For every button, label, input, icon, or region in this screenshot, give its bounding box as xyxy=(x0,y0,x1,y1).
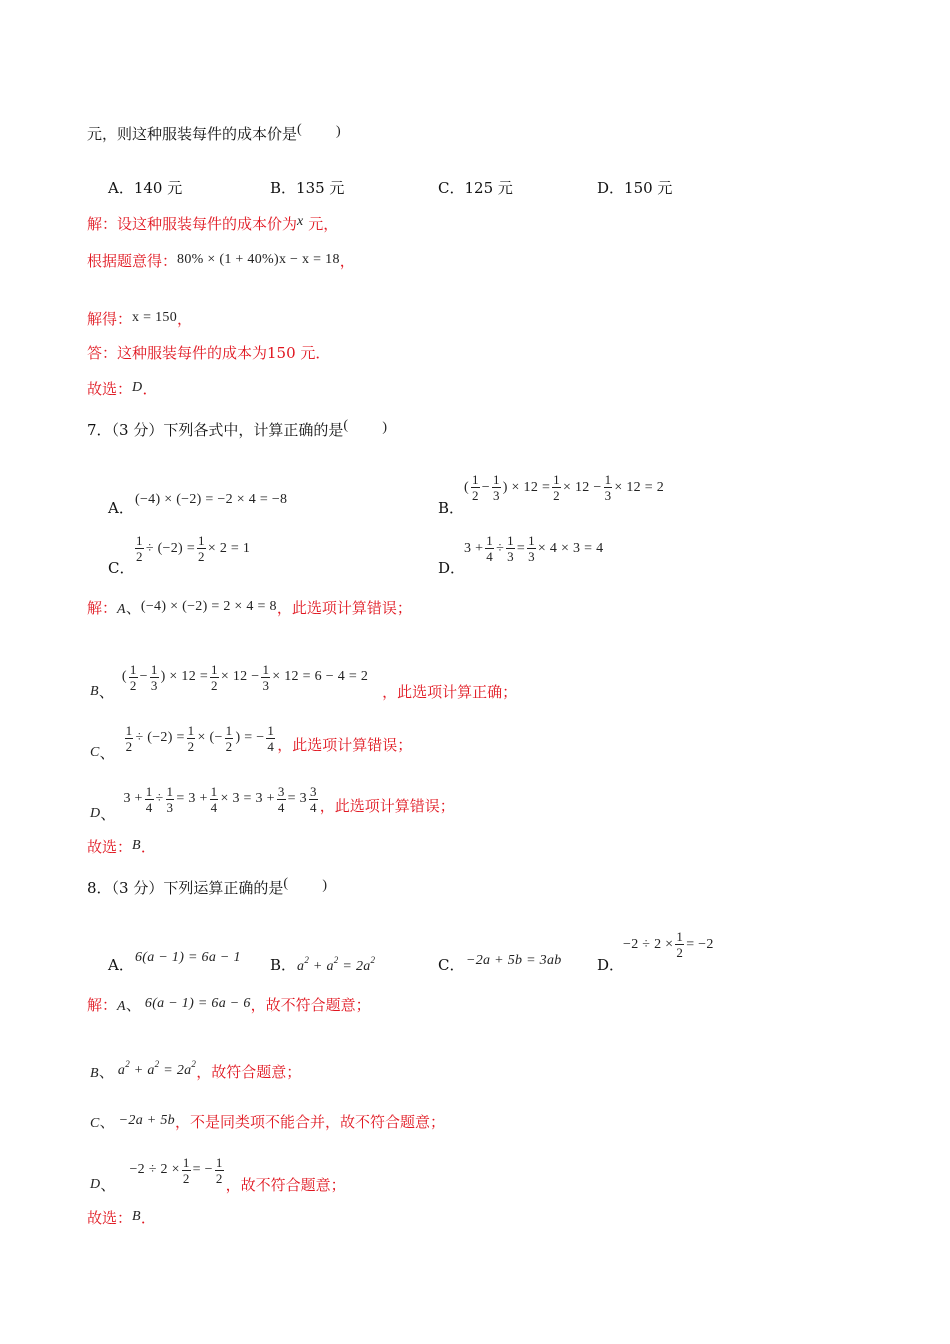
q8-solution-a: 解：A、 6(a − 1) = 6a − 6，故不符合题意； xyxy=(87,996,371,1014)
q6-stem: 元，则这种服装每件的成本价是( ) xyxy=(87,122,341,143)
q8-solution-c: C、 −2a + 5b，不是同类项不能合并，故不符合题意； xyxy=(90,1113,445,1131)
q8-conclusion: 故选：B． xyxy=(87,1209,156,1227)
q7-option-d-label: D． xyxy=(438,559,466,577)
q6-solution-line2: 根据题意得：80% × (1 + 40%)x − x = 18， xyxy=(87,252,355,270)
q8-option-a-label: A． xyxy=(108,956,134,974)
q7-stem: 7．（3 分）下列各式中，计算正确的是( ) xyxy=(87,418,388,439)
q7-solution-a: 解：A、(−4) × (−2) = 2 × 4 = 8，此选项计算错误； xyxy=(87,599,412,617)
q7-solution-d: D 、 3 + $\frac{1}{4}$ ÷ $\frac{1}{3}$ = 3 + $\frac{1}{4}$ × 3 = 3 + $\frac{3}{4}$ = 3 $\frac{3}{4}$ ，此选项计算错误； xyxy=(90,783,455,823)
q8-solution-b: B、 $a^2 + a^2 = 2a^2$，故符合题意； xyxy=(90,1059,302,1081)
q6-conclusion: 故选：D． xyxy=(87,380,158,398)
q7-conclusion: 故选：B． xyxy=(87,838,156,856)
q8-option-c-label: C． xyxy=(438,956,465,974)
q7-solution-b: B 、 ( $\frac{1}{2}$ − $\frac{1}{3}$ ) × 12 = $\frac{1}{2}$ × 12 − $\frac{1}{3}$ × 12 = 6 − 4 = 2 ，此选项计算正确； xyxy=(90,661,518,701)
q7-solution-c: C 、 $\frac{1}{2}$ ÷ (−2) = $\frac{1}{2}$ × (− $\frac{1}{2}$ ) = − $\frac{1}{4}$ ，此选项计算错误； xyxy=(90,722,413,762)
q8-option-b-math: $a^2 + a^2 = 2a^2$ xyxy=(297,955,376,974)
q6-option-c: C．125 元 xyxy=(438,179,513,197)
q7-option-b-label: B． xyxy=(438,499,465,517)
q6-option-a: A．140 元 xyxy=(108,179,183,197)
q8-stem: 8．（3 分）下列运算正确的是( ) xyxy=(87,876,328,897)
q8-option-b-label: B． xyxy=(270,956,297,974)
q8-option-d-math: −2 ÷ 2 × $\frac{1}{2}$ = −2 xyxy=(623,929,714,960)
q6-option-d: D．150 元 xyxy=(597,179,673,197)
q6-option-b: B．135 元 xyxy=(270,179,345,197)
q6-solution-line3: 解得：x = 150， xyxy=(87,310,193,328)
q8-option-d-label: D． xyxy=(597,956,625,974)
q7-option-b-math: ( $\frac{1}{2}$ − $\frac{1}{3}$ ) × 12 = $\frac{1}{2}$ × 12 − $\frac{1}{3}$ × 12 = 2 xyxy=(464,472,665,503)
q7-option-d-math: 3 + $\frac{1}{4}$ ÷ $\frac{1}{3}$ = $\frac{1}{3}$ × 4 × 3 = 4 xyxy=(464,533,604,564)
q8-option-a-math: 6(a − 1) = 6a − 1 xyxy=(135,950,241,965)
q8-option-c-math: −2a + 5b = 3ab xyxy=(466,953,562,968)
q6-solution-answer: 答：这种服装每件的成本为150 元． xyxy=(87,344,331,362)
q6-solution-line1: 解：设这种服装每件的成本价为x 元， xyxy=(87,214,339,233)
q8-solution-d: D 、 −2 ÷ 2 × $\frac{1}{2}$ = − $\frac{1}{2}$ ，故不符合题意； xyxy=(90,1154,346,1194)
q7-option-a-math: (−4) × (−2) = −2 × 4 = −8 xyxy=(135,492,288,507)
q7-option-c-math: $\frac{1}{2}$ ÷ (−2) = $\frac{1}{2}$ × 2 = 1 xyxy=(136,533,251,564)
q7-option-a-label: A． xyxy=(108,499,134,517)
q7-option-c-label: C． xyxy=(108,559,135,577)
